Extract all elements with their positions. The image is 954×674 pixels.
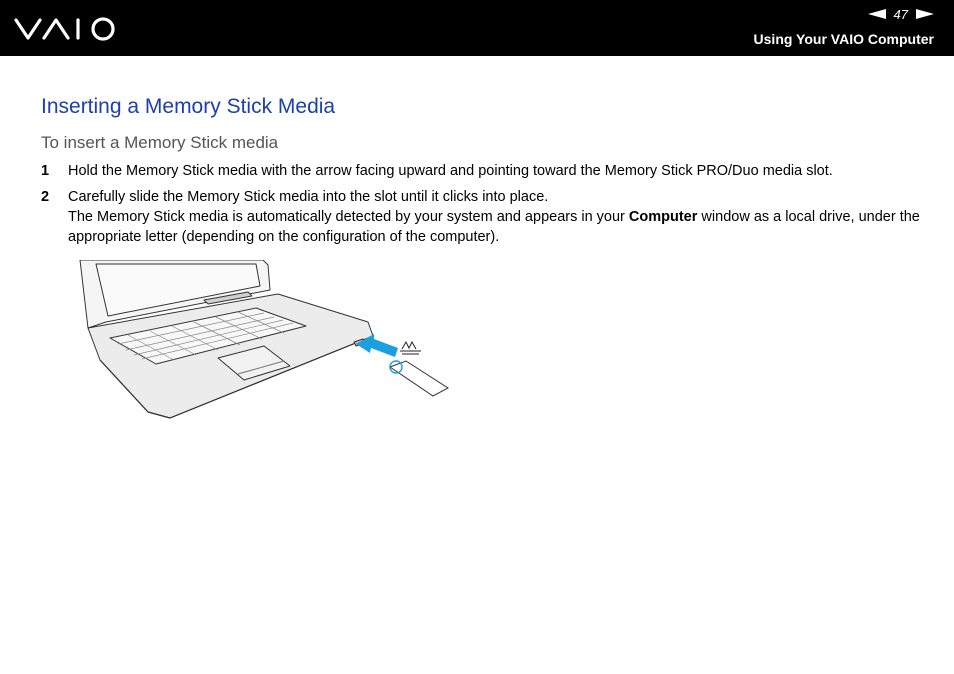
section-title: Using Your VAIO Computer: [753, 31, 934, 47]
step-2: [41, 187, 931, 247]
memory-stick-logo-icon: [400, 342, 421, 354]
step-1: [41, 161, 931, 181]
computer-window-name: Computer: [628, 209, 698, 225]
page-title: Inserting a Memory Stick Media: [41, 95, 336, 118]
previous-page-icon[interactable]: [868, 7, 886, 22]
step-number: 2: [41, 189, 50, 205]
step-number: 1: [41, 163, 50, 179]
vaio-logo: [14, 15, 120, 43]
page-number: 47: [893, 7, 908, 22]
step-text: Carefully slide the Memory Stick media into the slot until it clicks into place.: [68, 189, 549, 205]
page-header: [0, 0, 954, 56]
page-navigation: [868, 7, 934, 22]
next-page-icon[interactable]: [916, 7, 934, 22]
step-detail: The Memory Stick media is automatically detected by your system and appears in your Computer window as a local drive, under the appropriate letter (depending on the configuration of the computer).: [68, 209, 920, 245]
memory-stick-media: [390, 361, 448, 396]
laptop-memory-stick-illustration: [78, 260, 458, 430]
procedure-heading: To insert a Memory Stick media: [41, 133, 279, 152]
step-text: Hold the Memory Stick media with the arrow facing upward and pointing toward the Memory Stick PRO/Duo media slot.: [68, 163, 833, 179]
